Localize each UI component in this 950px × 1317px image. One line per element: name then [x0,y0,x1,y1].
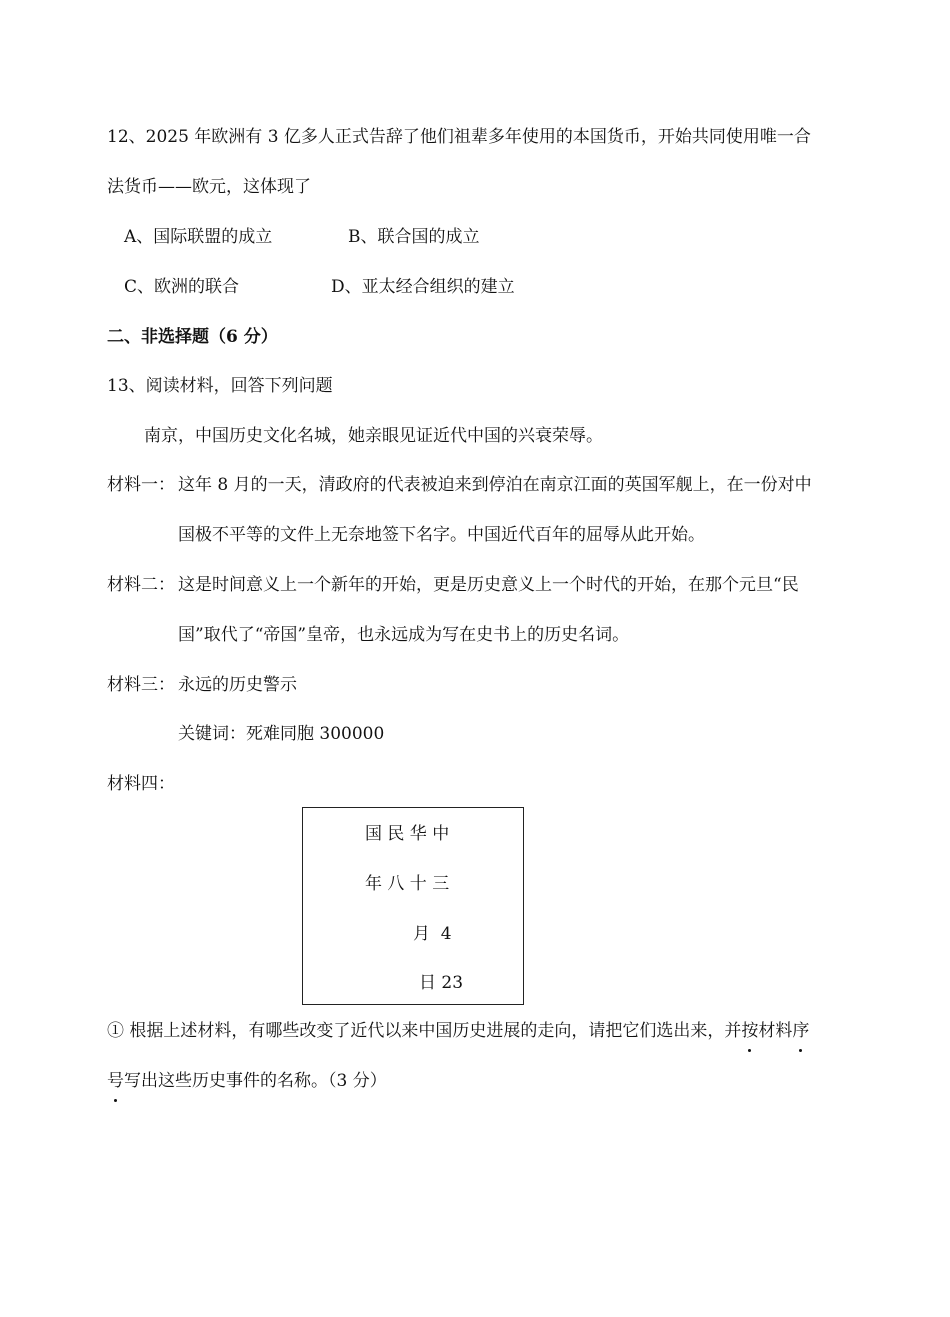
emphasis-char: 按 [741,1021,759,1041]
material-3-line-1: 永远的历史警示 [178,675,297,695]
task-line-1 [107,1020,809,1042]
material-3-line-2: 关键词：死难同胞 300000 [178,724,385,744]
material-3-label: 材料三： [107,675,175,695]
material-1-line-1: 这年 8 月的一天，清政府的代表被迫来到停泊在南京江面的英国军舰上，在一份对中 [178,475,812,495]
material-2-label: 材料二： [107,575,175,595]
section-heading: 二、非选择题（6 分） [107,327,278,347]
q12-line-1: 12、2025 年欧洲有 3 亿多人正式告辞了他们祖辈多年使用的本国货币，开始共同使用唯一合 [107,127,811,147]
q12-option-a: A、国际联盟的成立 [124,227,273,247]
postmark-row-1: 国 民 华 中 [365,824,450,844]
q12-line-2: 法货币——欧元，这体现了 [107,177,311,197]
q12-option-d: D、亚太经合组织的建立 [331,277,515,297]
material-2-line-1: 这是时间意义上一个新年的开始，更是历史意义上一个时代的开始，在那个元旦“民 [178,575,799,595]
material-2-line-2: 国”取代了“帝国”皇帝，也永远成为写在史书上的历史名词。 [178,625,630,645]
material-1-line-2: 国极不平等的文件上无奈地签下名字。中国近代百年的屈辱从此开始。 [178,525,705,545]
material-1-label: 材料一： [107,475,175,495]
postmark-box [302,807,524,1005]
task-text-material: 材料 [758,1021,793,1041]
postmark-row-3: 月 4 [413,924,452,944]
task-text-end: 写出这些历史事件的名称。（3 分） [124,1071,387,1091]
q12-option-c: C、欧洲的联合 [124,277,240,297]
task-line-2 [107,1070,387,1092]
postmark-row-4: 日 23 [419,973,464,993]
material-4-label: 材料四： [107,774,175,794]
postmark-row-2: 年 八 十 三 [365,874,450,894]
emphasis-char: 序 [792,1021,810,1041]
q13-stem: 13、阅读材料，回答下列问题 [107,376,333,396]
emphasis-char: 号 [107,1071,124,1091]
q13-intro: 南京，中国历史文化名城，她亲眼见证近代中国的兴衰荣辱。 [144,426,603,446]
q12-option-b: B、联合国的成立 [348,227,480,247]
task-text: ① 根据上述材料，有哪些改变了近代以来中国历史进展的走向，请把它们选出来，并 [107,1021,742,1041]
